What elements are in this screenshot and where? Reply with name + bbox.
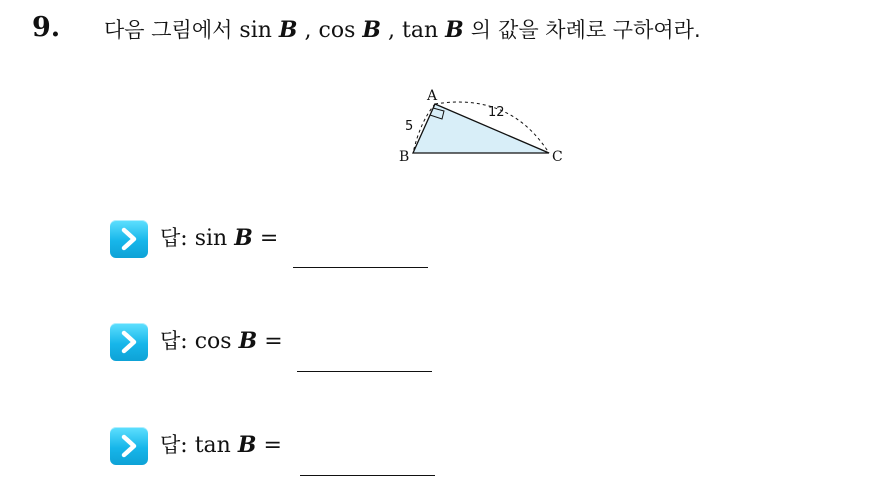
chevron-right-icon — [110, 220, 148, 258]
answer-prefix: 답 — [160, 329, 181, 353]
triangle-shape — [413, 104, 549, 153]
triangle-figure — [392, 84, 572, 174]
question-intro: 다음 그림에서 — [104, 18, 233, 42]
answer-prefix: 답 — [160, 226, 181, 250]
cos-func: cos — [318, 18, 356, 43]
side-label-ac: 12 — [488, 105, 505, 120]
var-b-2: B — [362, 17, 381, 43]
vertex-label-c: C — [552, 149, 563, 165]
answer-blank-tan[interactable] — [300, 475, 435, 476]
side-label-ab: 5 — [405, 119, 414, 134]
var-b-3: B — [445, 17, 464, 43]
answer-var: B — [237, 432, 257, 458]
vertex-label-a: A — [427, 88, 438, 104]
answer-eq: = — [259, 226, 279, 251]
answer-eq: = — [263, 433, 282, 458]
answer-label-cos — [160, 325, 283, 355]
question-text — [104, 14, 701, 44]
answer-func: sin — [194, 226, 228, 251]
answer-label-sin — [160, 222, 278, 252]
tan-func: tan — [401, 18, 439, 43]
answer-func: tan — [194, 433, 231, 458]
answer-colon: : — [180, 329, 188, 354]
answer-prefix: 답 — [160, 433, 181, 457]
separator-2: , — [387, 18, 395, 43]
vertex-label-b: B — [399, 149, 410, 165]
answer-var: B — [238, 328, 258, 354]
answer-eq: = — [264, 329, 283, 354]
answer-func: cos — [194, 329, 232, 354]
chevron-right-icon — [110, 427, 148, 465]
var-b-1: B — [278, 17, 298, 43]
chevron-right-icon — [110, 323, 148, 361]
question-particle: 의 — [470, 18, 492, 42]
question-ending: 값을 차례로 구하여라. — [498, 18, 701, 42]
answer-blank-sin[interactable] — [293, 267, 428, 268]
answer-var: B — [234, 225, 253, 251]
question-number: 9. — [32, 12, 61, 43]
answer-label-tan — [160, 429, 282, 459]
separator-1: , — [304, 18, 312, 43]
sin-func: sin — [239, 18, 272, 43]
answer-blank-cos[interactable] — [297, 371, 432, 372]
answer-colon: : — [180, 433, 188, 458]
answer-colon: : — [180, 226, 188, 251]
